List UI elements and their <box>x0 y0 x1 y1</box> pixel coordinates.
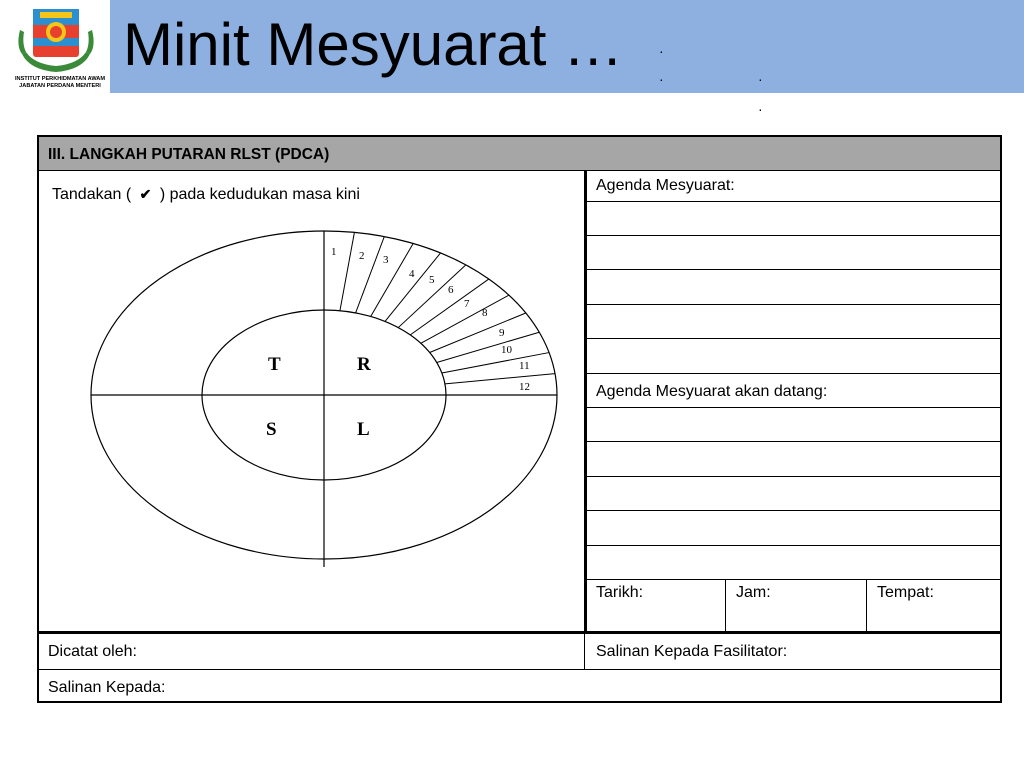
rlst-form <box>37 135 1002 703</box>
logo-caption <box>6 76 114 89</box>
quadrant-l: L <box>357 419 370 440</box>
agenda-label: Agenda Mesyuarat: <box>596 177 735 194</box>
segment-label: 9 <box>499 327 505 339</box>
copy-facilitator-label: Salinan Kepada Fasilitator: <box>596 643 788 660</box>
segment-label: 2 <box>359 250 365 262</box>
agenda-row-line <box>587 407 1002 408</box>
decor-dot: · <box>659 43 664 59</box>
segment-label: 12 <box>519 381 530 393</box>
agenda-row-line <box>587 579 1002 580</box>
segment-divider <box>445 374 555 384</box>
agenda-row-line <box>587 510 1002 511</box>
quadrant-s: S <box>266 419 277 440</box>
copy-to-label: Salinan Kepada: <box>48 679 166 696</box>
institute-crest-icon <box>0 0 112 76</box>
segment-label: 10 <box>501 344 512 356</box>
agenda-row-line <box>587 441 1002 442</box>
instruction-text <box>52 186 360 204</box>
column-divider <box>584 171 587 631</box>
segment-label: 11 <box>519 360 530 372</box>
date-label: Tarikh: <box>596 584 644 601</box>
agenda-row-line <box>587 373 1002 374</box>
section-header <box>39 137 1000 171</box>
segment-label: 6 <box>448 284 454 296</box>
quadrant-r: R <box>357 354 371 375</box>
slide-title: Minit Mesyuarat … <box>123 11 624 78</box>
instruction-after: ) pada kedudukan masa kini <box>159 186 360 203</box>
recorded-by-label: Dicatat oleh: <box>48 643 137 660</box>
agenda-row-line <box>587 338 1002 339</box>
instruction-before: Tandakan ( <box>52 186 132 203</box>
institute-logo <box>0 0 112 94</box>
agenda-row-line <box>587 476 1002 477</box>
bottom-section-line <box>39 631 1002 634</box>
time-place-divider <box>866 579 867 631</box>
agenda-row-line <box>587 304 1002 305</box>
pdca-cycle-diagram <box>89 230 559 570</box>
next-agenda-label: Agenda Mesyuarat akan datang: <box>596 383 828 400</box>
check-mark-icon: ✔ <box>139 186 152 202</box>
segment-divider <box>437 332 540 362</box>
logo-caption-line2: JABATAN PERDANA MENTERI <box>19 82 101 89</box>
segment-label: 8 <box>482 307 488 319</box>
decor-dot: · <box>758 101 763 117</box>
segment-label: 3 <box>383 254 389 266</box>
segment-label: 7 <box>464 298 470 310</box>
bottom-row-line <box>39 669 1002 670</box>
logo-caption-line1: INSTITUT PERKHIDMATAN AWAM <box>14 76 105 82</box>
quadrant-t: T <box>268 354 281 375</box>
segment-divider <box>340 232 354 310</box>
segment-divider <box>442 353 549 373</box>
decor-dot: · <box>758 71 763 87</box>
section-title: III. LANGKAH PUTARAN RLST (PDCA) <box>48 146 330 163</box>
agenda-row-line <box>587 235 1002 236</box>
date-time-divider <box>725 579 726 631</box>
agenda-row-line <box>587 269 1002 270</box>
time-label: Jam: <box>736 584 771 601</box>
bottom-divider <box>584 634 585 669</box>
agenda-row-line <box>587 545 1002 546</box>
segment-label: 5 <box>429 274 435 286</box>
decor-dot: · <box>659 71 664 87</box>
segment-label: 1 <box>331 246 337 258</box>
segment-label: 4 <box>409 268 415 280</box>
place-label: Tempat: <box>877 584 934 601</box>
agenda-row-line <box>587 201 1002 202</box>
segment-divider <box>385 253 441 321</box>
